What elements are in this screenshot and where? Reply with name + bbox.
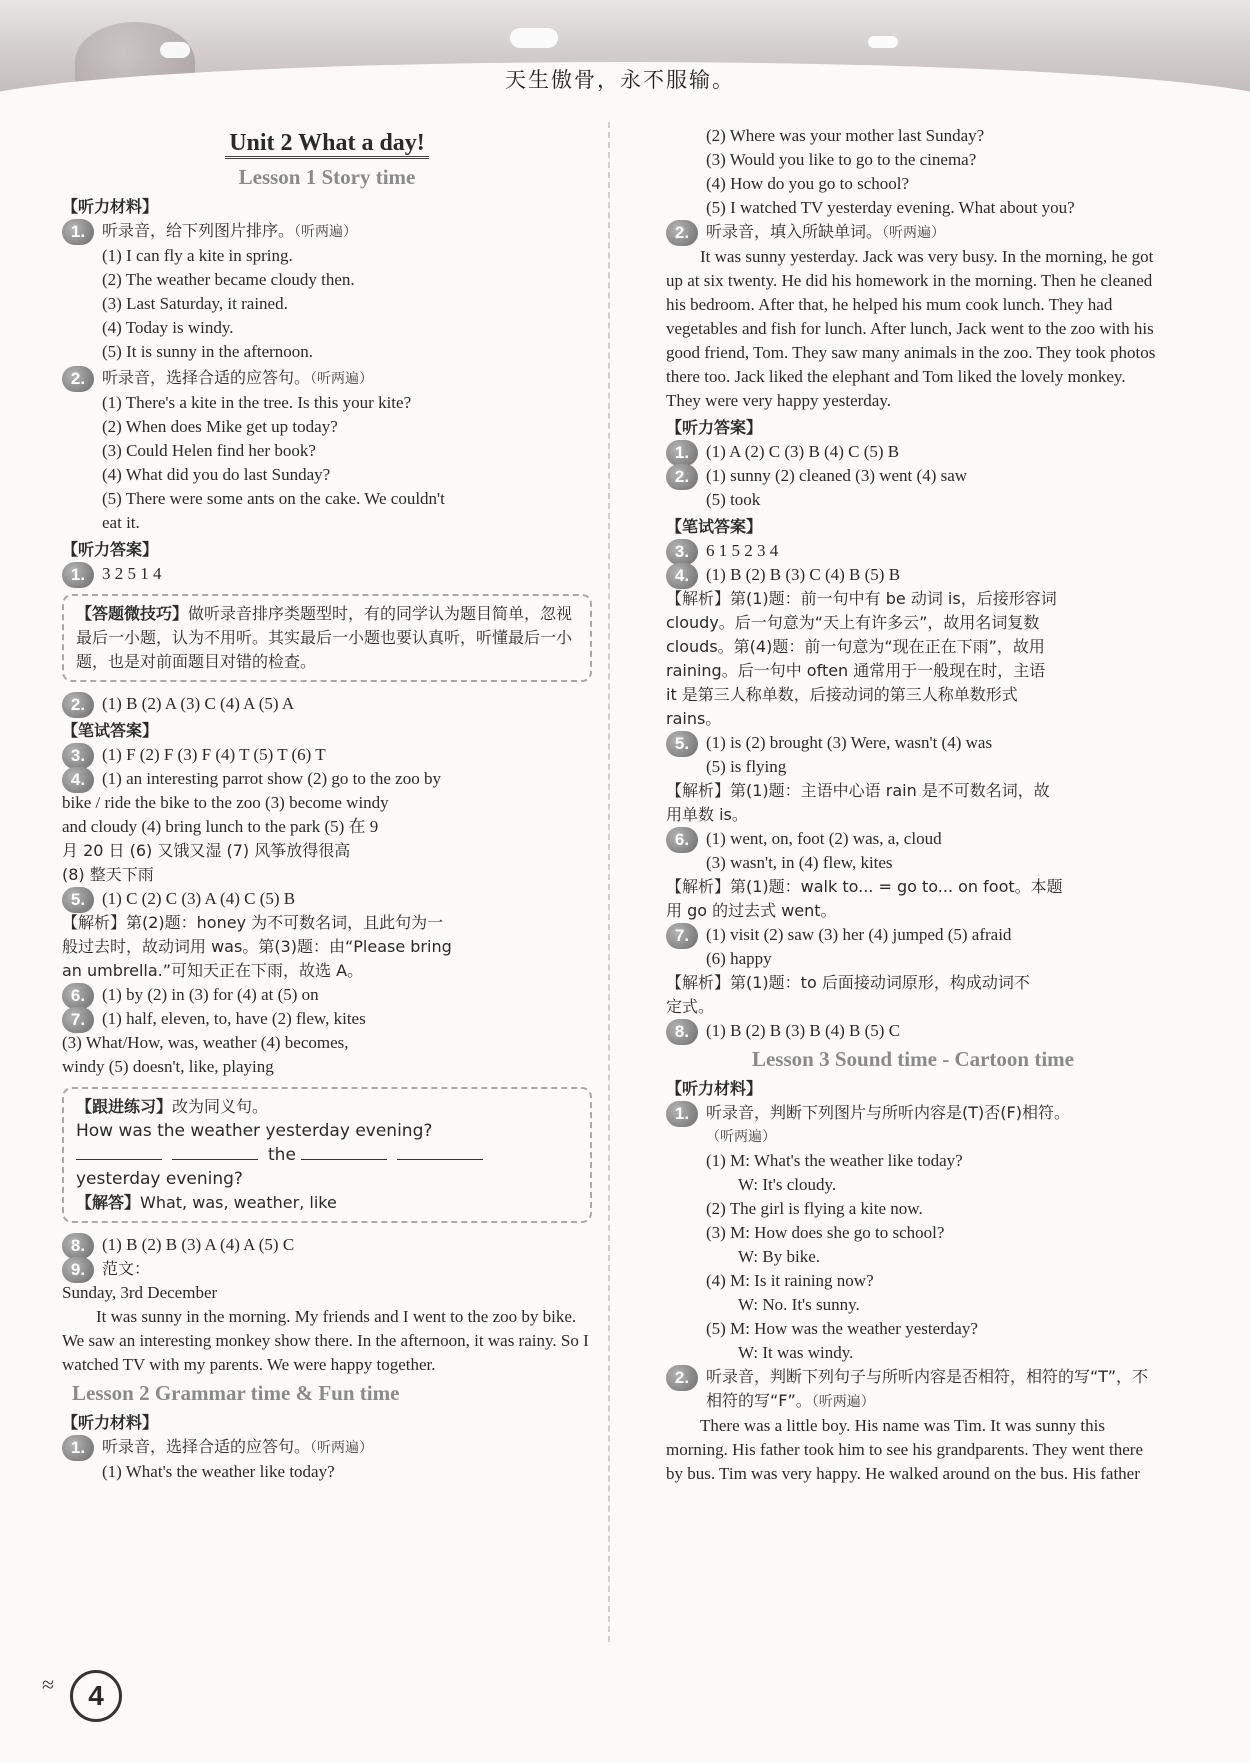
cloud-illustration: [510, 28, 558, 48]
follow-up-tail: yesterday evening?: [76, 1169, 243, 1189]
question-number: 2.: [62, 692, 94, 718]
question-number: 3.: [62, 743, 94, 769]
answer-text: (1) B (2) A (3) C (4) A (5) A: [102, 694, 295, 713]
question-instruction: 听录音，选择合适的应答句。: [102, 1437, 311, 1456]
question-number: 4.: [62, 767, 94, 793]
analysis-line: rains。: [666, 709, 722, 728]
answer-line: (3) What/How, was, weather (4) becomes,: [62, 1033, 349, 1052]
dialog-line: W: It's cloudy.: [738, 1175, 837, 1194]
answer: [62, 1257, 592, 1281]
question-number: 4.: [666, 563, 698, 589]
section-label: 【听力材料】: [666, 1079, 763, 1098]
page-number: 4: [70, 1670, 122, 1722]
left-column: [62, 124, 592, 1484]
answer: [666, 539, 1160, 563]
question-note: （听两遍）: [706, 1129, 776, 1145]
list-item: (5) It is sunny in the afternoon.: [102, 342, 314, 361]
answer-text: (1) C (2) C (3) A (4) C (5) B: [102, 889, 296, 908]
question-note: （听两遍）: [294, 224, 358, 240]
analysis-line: 【解析】第(1)题：walk to... = go to... on foot。本题: [666, 877, 1063, 896]
question: [666, 220, 1160, 245]
list-item: (5) There were some ants on the cake. We couldn't: [102, 489, 445, 508]
question-number: 8.: [666, 1019, 698, 1045]
answer: [62, 983, 592, 1007]
answer-text: 6 1 5 2 3 4: [706, 541, 779, 560]
answer: [62, 1007, 592, 1031]
question-number: 2.: [666, 1365, 698, 1391]
question-number: 1.: [666, 440, 698, 466]
question-number: 3.: [666, 539, 698, 565]
answer: [666, 440, 1160, 464]
question-number: 5.: [666, 731, 698, 757]
blank: [172, 1143, 258, 1160]
follow-up-box: [62, 1087, 592, 1223]
analysis-line: 【解析】第(2)题：honey 为不可数名词，且此句为一: [62, 913, 444, 932]
question-number: 7.: [62, 1007, 94, 1033]
section-label: 【听力材料】: [62, 1413, 159, 1432]
question-note: （听两遍）: [310, 371, 374, 387]
cloud-illustration: [160, 42, 190, 58]
page-header: [0, 0, 1250, 112]
analysis-line: 用单数 is。: [666, 805, 748, 824]
question-number: 1.: [62, 219, 94, 245]
answer-text: (1) B (2) B (3) A (4) A (5) C: [102, 1235, 295, 1254]
dialog-line: (4) M: Is it raining now?: [706, 1271, 874, 1290]
lesson-title: Lesson 1 Story time: [238, 165, 416, 189]
question-number: 2.: [62, 366, 94, 392]
answer: [666, 563, 1160, 587]
analysis-line: 般过去时，故动词用 was。第(3)题：由“Please bring: [62, 937, 452, 956]
page-number-decoration: ≈: [42, 1672, 55, 1697]
essay-label: 范文：: [102, 1259, 151, 1278]
blank: [301, 1143, 387, 1160]
answer-line: (1) half, eleven, to, have (2) flew, kites: [102, 1009, 366, 1028]
question-number: 2.: [666, 220, 698, 246]
answer-line: (1) sunny (2) cleaned (3) went (4) saw: [706, 466, 968, 485]
follow-up-instruction: 改为同义句。: [172, 1097, 269, 1116]
dialog-line: (3) M: How does she go to school?: [706, 1223, 945, 1242]
essay-text: It was sunny in the morning. My friends and I went to the zoo by bike. We saw an interesting monkey show there. In the afternoon, it was rainy. So I watched TV with my parents. We were happy together.: [62, 1307, 589, 1374]
question: [62, 366, 592, 391]
dialog-line: W: By bike.: [738, 1247, 820, 1266]
cloud-illustration: [868, 36, 898, 48]
answer: [62, 743, 592, 767]
list-item: (1) There's a kite in the tree. Is this your kite?: [102, 393, 412, 412]
answer-line: (3) wasn't, in (4) flew, kites: [706, 853, 893, 872]
list-item: (5) I watched TV yesterday evening. What about you?: [706, 198, 1075, 217]
analysis-line: an umbrella.”可知天正在下雨，故选 A。: [62, 961, 364, 980]
question: [666, 1101, 1160, 1125]
list-item: (1) I can fly a kite in spring.: [102, 246, 293, 265]
answer: [666, 464, 1160, 512]
answer-text: (1) F (2) F (3) F (4) T (5) T (6) T: [102, 745, 326, 764]
answer-line: (1) visit (2) saw (3) her (4) jumped (5) afraid: [706, 925, 1012, 944]
essay-date: Sunday, 3rd December: [62, 1283, 218, 1302]
answer-line: (5) is flying: [706, 757, 787, 776]
list-item: (4) What did you do last Sunday?: [102, 465, 331, 484]
question-instruction: 听录音，判断下列句子与所听内容是否相符，相符的写“T”，不相符的写“F”。: [706, 1367, 1149, 1410]
question-note: （听两遍）: [882, 225, 946, 241]
follow-up-question: How was the weather yesterday evening?: [76, 1121, 433, 1141]
dialog-line: (2) The girl is flying a kite now.: [706, 1199, 923, 1218]
answer-line: 月 20 日 (6) 又饿又湿 (7) 风筝放得很高: [62, 841, 351, 860]
answer: [666, 1019, 1160, 1043]
passage-text: It was sunny yesterday. Jack was very busy. In the morning, he got up at six twenty. He did his homework in the morning. Then he cleaned his bedroom. After that, he helped his mum cook lunch. They had vegetables and fish for lunch. After lunch, Jack went to the zoo with his good friend, Tom. They saw many animals in the zoo. They took photos there too. Jack liked the elephant and Tom liked the lovely monkey. They were very happy yesterday.: [666, 247, 1156, 410]
answer-line: (5) took: [706, 490, 761, 509]
answer: [62, 1233, 592, 1257]
answer-text: (1) A (2) C (3) B (4) C (5) B: [706, 442, 900, 461]
analysis-line: 【解析】第(1)题：前一句中有 be 动词 is，后接形容词: [666, 589, 1057, 608]
list-item: (2) When does Mike get up today?: [102, 417, 338, 436]
answer-line: (1) an interesting parrot show (2) go to the zoo by: [102, 769, 441, 788]
question-number: 7.: [666, 923, 698, 949]
header-motto: 天生傲骨，永不服输。: [505, 68, 735, 92]
list-item: (3) Last Saturday, it rained.: [102, 294, 288, 313]
analysis-line: cloudy。后一句意为“天上有许多云”，故用名词复数: [666, 613, 1040, 632]
tip-box: [62, 594, 592, 682]
answer: [62, 692, 592, 716]
section-label: 【笔试答案】: [666, 517, 763, 536]
question-number: 8.: [62, 1233, 94, 1259]
answer-text: (1) by (2) in (3) for (4) at (5) on: [102, 985, 319, 1004]
question-note: （听两遍）: [811, 1394, 875, 1410]
list-item: (4) Today is windy.: [102, 318, 234, 337]
list-item: (3) Would you like to go to the cinema?: [706, 150, 977, 169]
follow-up-blanks: [76, 1143, 578, 1167]
analysis-line: 【解析】第(1)题：主语中心语 rain 是不可数名词，故: [666, 781, 1050, 800]
question-number: 1.: [62, 562, 94, 588]
analysis-line: 用 go 的过去式 went。: [666, 901, 837, 920]
list-item: (3) Could Helen find her book?: [102, 441, 316, 460]
answer: [62, 887, 592, 911]
lesson-title: Lesson 3 Sound time - Cartoon time: [751, 1047, 1074, 1071]
tip-tag: 【答题微技巧】: [76, 604, 189, 623]
list-item: (2) The weather became cloudy then.: [102, 270, 355, 289]
question-instruction: 听录音，判断下列图片与所听内容是(T)否(F)相符。: [706, 1103, 1070, 1122]
question: [666, 1365, 1160, 1414]
analysis-line: clouds。第(4)题：前一句意为“现在正在下雨”，故用: [666, 637, 1045, 656]
section-label: 【听力答案】: [666, 418, 763, 437]
right-column: [666, 124, 1160, 1486]
answer-line: (8) 整天下雨: [62, 865, 154, 884]
analysis-line: 【解析】第(1)题：to 后面接动词原形，构成动词不: [666, 973, 1030, 992]
answer-line: windy (5) doesn't, like, playing: [62, 1057, 274, 1076]
answer: [666, 923, 1160, 971]
analysis-line: 定式。: [666, 997, 715, 1016]
blank-word: the: [268, 1145, 296, 1165]
lesson-title: Lesson 2 Grammar time & Fun time: [72, 1381, 400, 1405]
answer-line: and cloudy (4) bring lunch to the park (5) 在 9: [62, 817, 379, 836]
answer-text: 3 2 5 1 4: [102, 564, 162, 583]
list-item: (4) How do you go to school?: [706, 174, 910, 193]
dialog-line: W: It was windy.: [738, 1343, 854, 1362]
section-label: 【听力材料】: [62, 197, 159, 216]
answer-line: (6) happy: [706, 949, 772, 968]
answer: [666, 731, 1160, 779]
answer-text: (1) B (2) B (3) C (4) B (5) B: [706, 565, 901, 584]
section-label: 【笔试答案】: [62, 721, 159, 740]
blank: [76, 1143, 162, 1160]
section-label: 【听力答案】: [62, 540, 159, 559]
follow-up-answer: What, was, weather, like: [140, 1193, 337, 1212]
tip-text: 做听录音排序类题型时，有的同学认为题目简单，忽视最后一小题，认为不用听。其实最后一小题也要认真听，听懂最后一小题，也是对前面题目对错的检查。: [76, 604, 573, 671]
list-item: eat it.: [102, 513, 140, 532]
question: [62, 1435, 592, 1460]
column-divider: [608, 122, 610, 1642]
answer-line: bike / ride the bike to the zoo (3) become windy: [62, 793, 389, 812]
question-note: （听两遍）: [310, 1440, 374, 1456]
dialog-line: (1) M: What's the weather like today?: [706, 1151, 963, 1170]
dialog-line: W: No. It's sunny.: [738, 1295, 860, 1314]
answer-line: (1) went, on, foot (2) was, a, cloud: [706, 829, 942, 848]
question-number: 1.: [62, 1435, 94, 1461]
analysis-line: raining。后一句中 often 通常用于一般现在时，主语: [666, 661, 1046, 680]
question-number: 1.: [666, 1101, 698, 1127]
list-item: (2) Where was your mother last Sunday?: [706, 126, 985, 145]
question-number: 6.: [666, 827, 698, 853]
question-number: 9.: [62, 1257, 94, 1283]
passage-text: There was a little boy. His name was Tim. It was sunny this morning. His father took him to see his grandparents. They went there by bus. Tim was very happy. He walked around on the bus. His father: [666, 1416, 1143, 1483]
question-instruction: 听录音，填入所缺单词。: [706, 222, 883, 241]
answer: [62, 562, 592, 586]
answer: [666, 827, 1160, 875]
answer-text: (1) B (2) B (3) B (4) B (5) C: [706, 1021, 901, 1040]
question: [62, 219, 592, 244]
dialog-line: (5) M: How was the weather yesterday?: [706, 1319, 978, 1338]
follow-up-tag: 【跟进练习】: [76, 1097, 173, 1116]
answer-line: (1) is (2) brought (3) Were, wasn't (4) was: [706, 733, 993, 752]
question-instruction: 听录音，给下列图片排序。: [102, 221, 295, 240]
question-number: 5.: [62, 887, 94, 913]
question-instruction: 听录音，选择合适的应答句。: [102, 368, 311, 387]
blank: [397, 1143, 483, 1160]
list-item: (1) What's the weather like today?: [102, 1462, 335, 1481]
question-number: 2.: [666, 464, 698, 490]
analysis-line: it 是第三人称单数，后接动词的第三人称单数形式: [666, 685, 1018, 704]
answer-tag: 【解答】: [76, 1193, 141, 1212]
question-number: 6.: [62, 983, 94, 1009]
unit-title: Unit 2 What a day!: [62, 130, 592, 157]
answer: [62, 767, 592, 791]
